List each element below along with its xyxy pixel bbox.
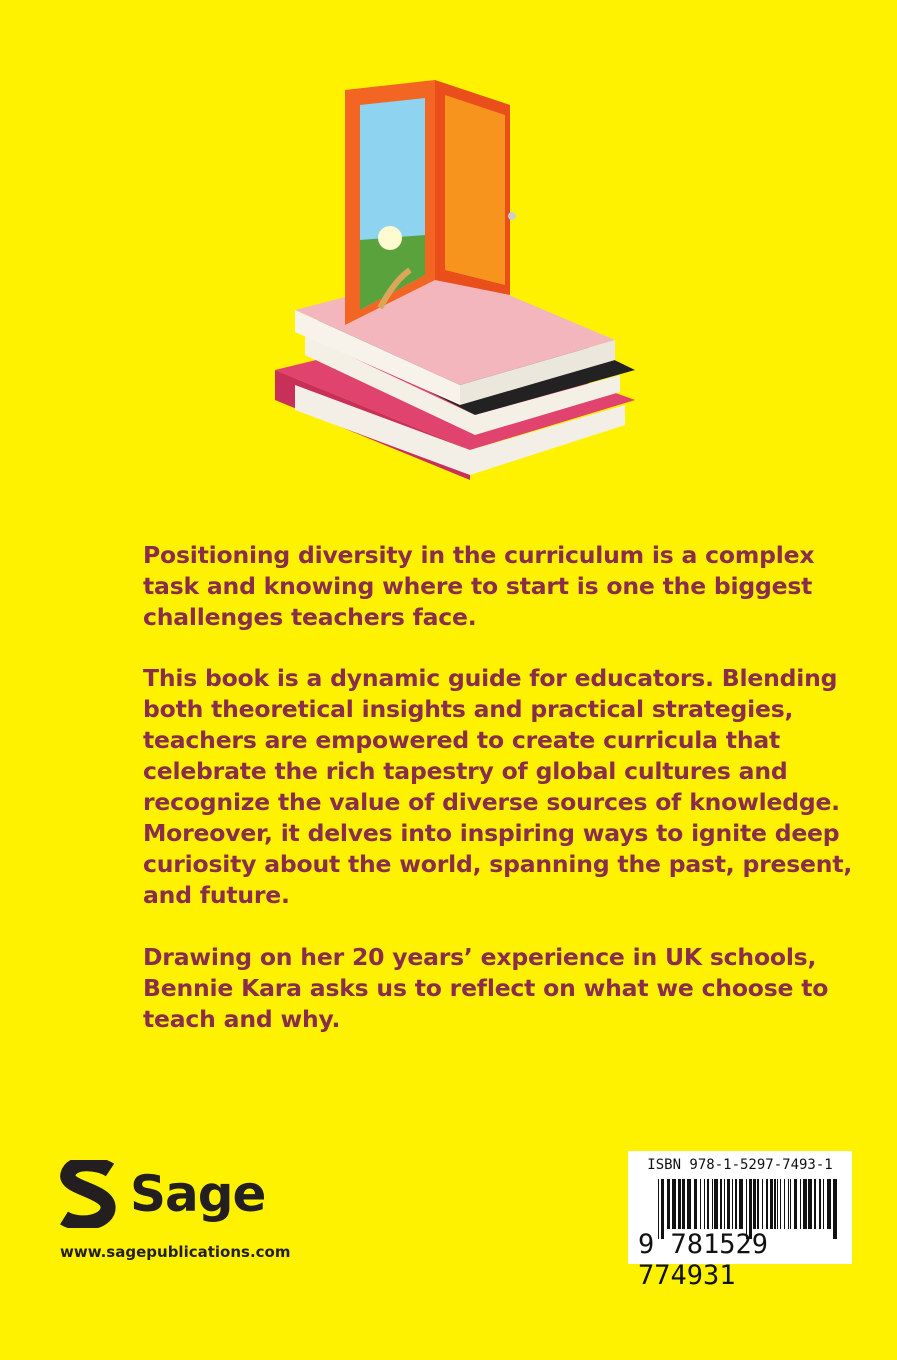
barcode-bar: [757, 1179, 759, 1229]
text-line: both theoretical insights and practical strategies,: [143, 695, 794, 723]
barcode-bar: [694, 1179, 697, 1229]
barcode-bar: [800, 1179, 801, 1229]
isbn-label: ISBN 978-1-5297-7493-1: [647, 1157, 833, 1173]
publisher-url: www.sagepublications.com: [60, 1243, 291, 1261]
text-line: teachers are empowered to create curricula that: [143, 726, 781, 754]
barcode-bar: [777, 1179, 778, 1229]
barcode-bar: [808, 1179, 812, 1229]
text-line: challenges teachers face.: [143, 603, 477, 631]
barcode-bar: [753, 1179, 756, 1229]
text-line: recognize the value of diverse sources of knowledge.: [143, 788, 840, 816]
barcode-bar: [814, 1179, 816, 1229]
barcode-bar: [770, 1179, 773, 1229]
barcode-bar: [704, 1179, 705, 1229]
text-line: curiosity about the world, spanning the past, present,: [143, 850, 853, 878]
publisher-logo: [60, 1160, 265, 1228]
barcode-bar: [827, 1179, 831, 1229]
barcode-bar: [714, 1179, 718, 1229]
barcode-bar: [790, 1179, 791, 1229]
barcode-bar: [735, 1179, 737, 1229]
text-line: celebrate the rich tapestry of global cultures and: [143, 757, 788, 785]
text-line: Bennie Kara asks us to reflect on what we choose to: [143, 974, 829, 1002]
blurb-paragraph-2: [143, 663, 853, 911]
text-line: and future.: [143, 881, 290, 909]
barcode-bar: [762, 1179, 763, 1229]
barcode-bar: [774, 1179, 776, 1229]
barcode-bar: [667, 1179, 670, 1229]
text-line: Drawing on her 20 years’ experience in UK schools,: [143, 943, 817, 971]
barcode-bar: [739, 1179, 743, 1229]
blurb-paragraph-1: [143, 540, 815, 633]
isbn-barcode: [628, 1151, 852, 1291]
blurb-paragraph-3: [143, 942, 829, 1035]
text-line: task and knowing where to start is one the biggest: [143, 572, 813, 600]
text-line: teach and why.: [143, 1005, 341, 1033]
barcode-bar: [732, 1179, 733, 1229]
barcode-bar: [712, 1179, 713, 1229]
barcode-bar: [678, 1179, 681, 1229]
barcode-bar: [803, 1179, 807, 1229]
barcode-bar: [788, 1179, 789, 1229]
barcode-bar: [672, 1179, 676, 1229]
barcode-bar: [794, 1179, 797, 1229]
text-line: Positioning diversity in the curriculum is a complex: [143, 541, 815, 569]
open-door-on-books-illustration: [260, 70, 650, 500]
text-line: This book is a dynamic guide for educators. Blending: [143, 664, 838, 692]
publisher-name: Sage: [130, 1165, 266, 1223]
barcode-bar: [780, 1179, 781, 1229]
barcode-bar: [682, 1179, 685, 1229]
barcode-bar: [707, 1179, 709, 1229]
barcode-bar: [724, 1179, 725, 1229]
barcode-bar: [720, 1179, 722, 1229]
text-line: Moreover, it delves into inspiring ways to ignite deep: [143, 819, 840, 847]
barcode-digits: 9 781529 774931: [638, 1229, 769, 1291]
barcode-bar: [819, 1179, 821, 1229]
barcode-bar: [700, 1179, 701, 1229]
barcode-bar: [823, 1179, 824, 1229]
barcode-bar: [784, 1179, 785, 1229]
sage-s-icon: [60, 1160, 116, 1228]
barcode-bar: [727, 1179, 730, 1229]
barcode-bar: [687, 1179, 691, 1229]
barcode-bar: [766, 1179, 768, 1229]
